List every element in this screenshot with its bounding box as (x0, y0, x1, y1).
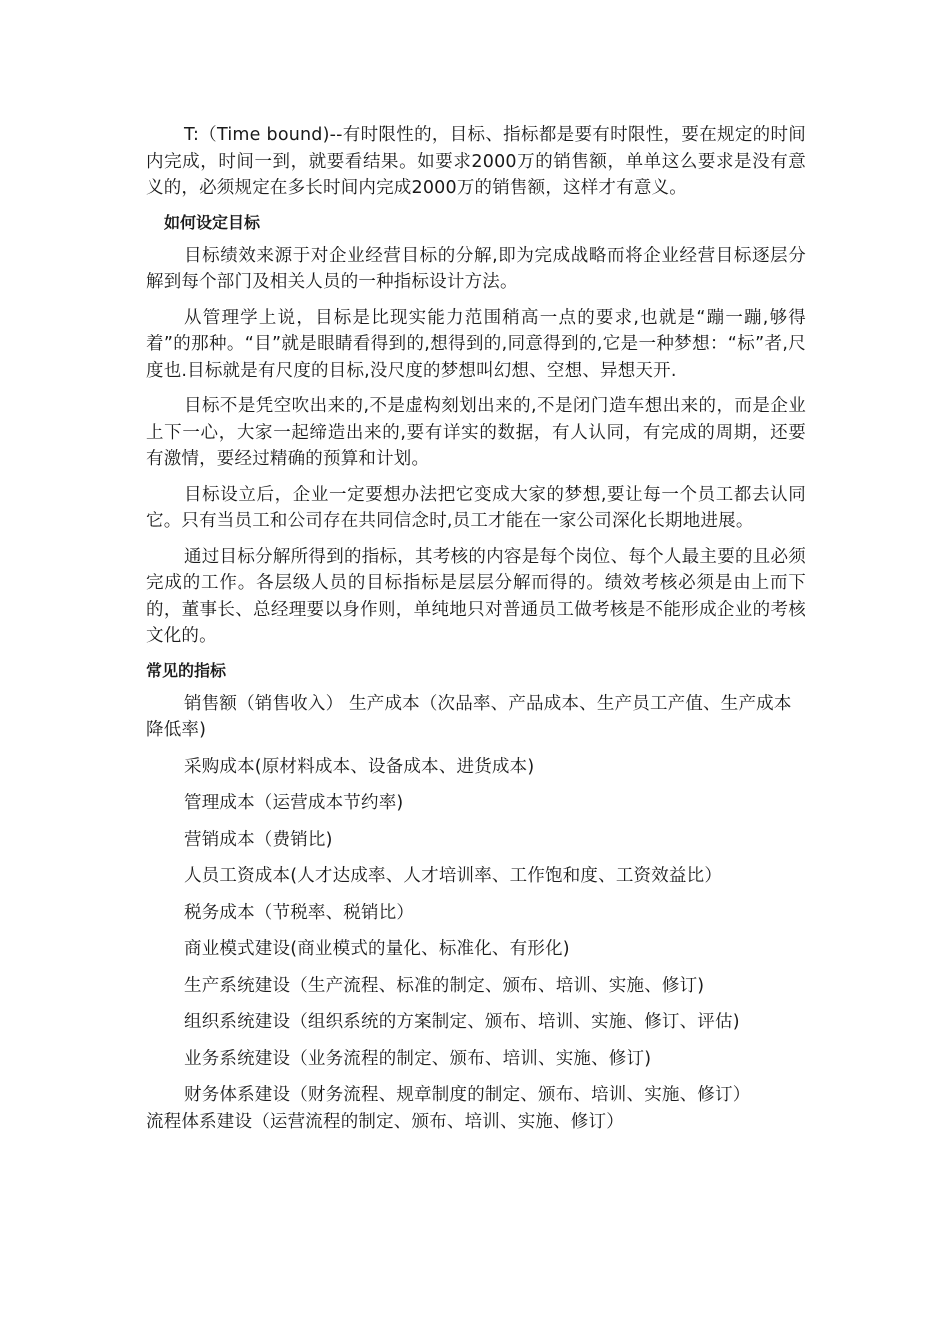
paragraph-goal-1: 目标绩效来源于对企业经营目标的分解,即为完成战略而将企业经营目标逐层分解到每个部门及相关人员的一种指标设计方法。 (146, 245, 806, 292)
indicator-item: 营销成本（费销比) (184, 829, 333, 850)
paragraph-goal-2: 从管理学上说，目标是比现实能力范围稍高一点的要求,也就是“蹦一蹦,够得着”的那种。“目”就是眼睛看得到的,想得到的,同意得到的,它是一种梦想：“标”者,尺度也.目标就是有尺度的目标,没尺度的梦想叫幻想、空想、异想天开. (146, 307, 806, 381)
paragraph-goal-3: 目标不是凭空吹出来的,不是虚构刻划出来的,不是闭门造车想出来的，而是企业上下一心，大家一起缔造出来的,要有详实的数据，有人认同，有完成的周期，还要有激情，要经过精确的预算和计划。 (146, 396, 806, 469)
indicator-item: 人员工资成本(人才达成率、人才培训率、工作饱和度、工资效益比） (184, 866, 723, 886)
heading-set-goal: 如何设定目标 (164, 212, 261, 232)
paragraph-goal-4: 目标设立后，企业一定要想办法把它变成大家的梦想,要让每一个员工都去认同它。只有当员工和公司存在共同信念时,员工才能在一家公司深化长期地进展。 (146, 484, 806, 531)
indicator-item: 销售额（销售收入） 生产成本（次品率、产品成本、生产员工产值、生产成本降低率) (146, 693, 792, 740)
indicator-item: 组织系统建设（组织系统的方案制定、颁布、培训、实施、修订、评估) (184, 1012, 740, 1032)
paragraph-time-bound: T:（Time bound)--有时限性的，目标、指标都是要有时限性，要在规定的时间内完成，时间一到，就要看结果。如要求2000万的销售额，单单这么要求是没有意义的，必须规定在多长时间内完成2000万的销售额，这样才有意义。 (146, 125, 806, 198)
indicator-item: 生产系统建设（生产流程、标准的制定、颁布、培训、实施、修订) (184, 975, 705, 996)
heading-common-indicators: 常见的指标 (146, 660, 227, 680)
document-page (146, 122, 806, 1145)
indicator-item: 管理成本（运营成本节约率) (184, 793, 404, 813)
paragraph-goal-5: 通过目标分解所得到的指标，其考核的内容是每个岗位、每个人最主要的且必须完成的工作。各层级人员的目标指标是层层分解而得的。绩效考核必须是由上而下的，董事长、总经理要以身作则，单纯地只对普通员工做考核是不能形成企业的考核文化的。 (146, 546, 806, 646)
indicator-item: 流程体系建设（运营流程的制定、颁布、培训、实施、修订） (146, 1111, 624, 1132)
indicator-item: 采购成本(原材料成本、设备成本、进货成本) (184, 756, 535, 777)
indicator-item: 业务系统建设（业务流程的制定、颁布、培训、实施、修订) (184, 1048, 652, 1069)
indicator-item: 商业模式建设(商业模式的量化、标准化、有形化) (184, 939, 570, 959)
indicator-item: 财务体系建设（财务流程、规章制度的制定、颁布、培训、实施、修订） (184, 1085, 751, 1105)
indicator-item: 税务成本（节税率、税销比） (184, 902, 415, 923)
